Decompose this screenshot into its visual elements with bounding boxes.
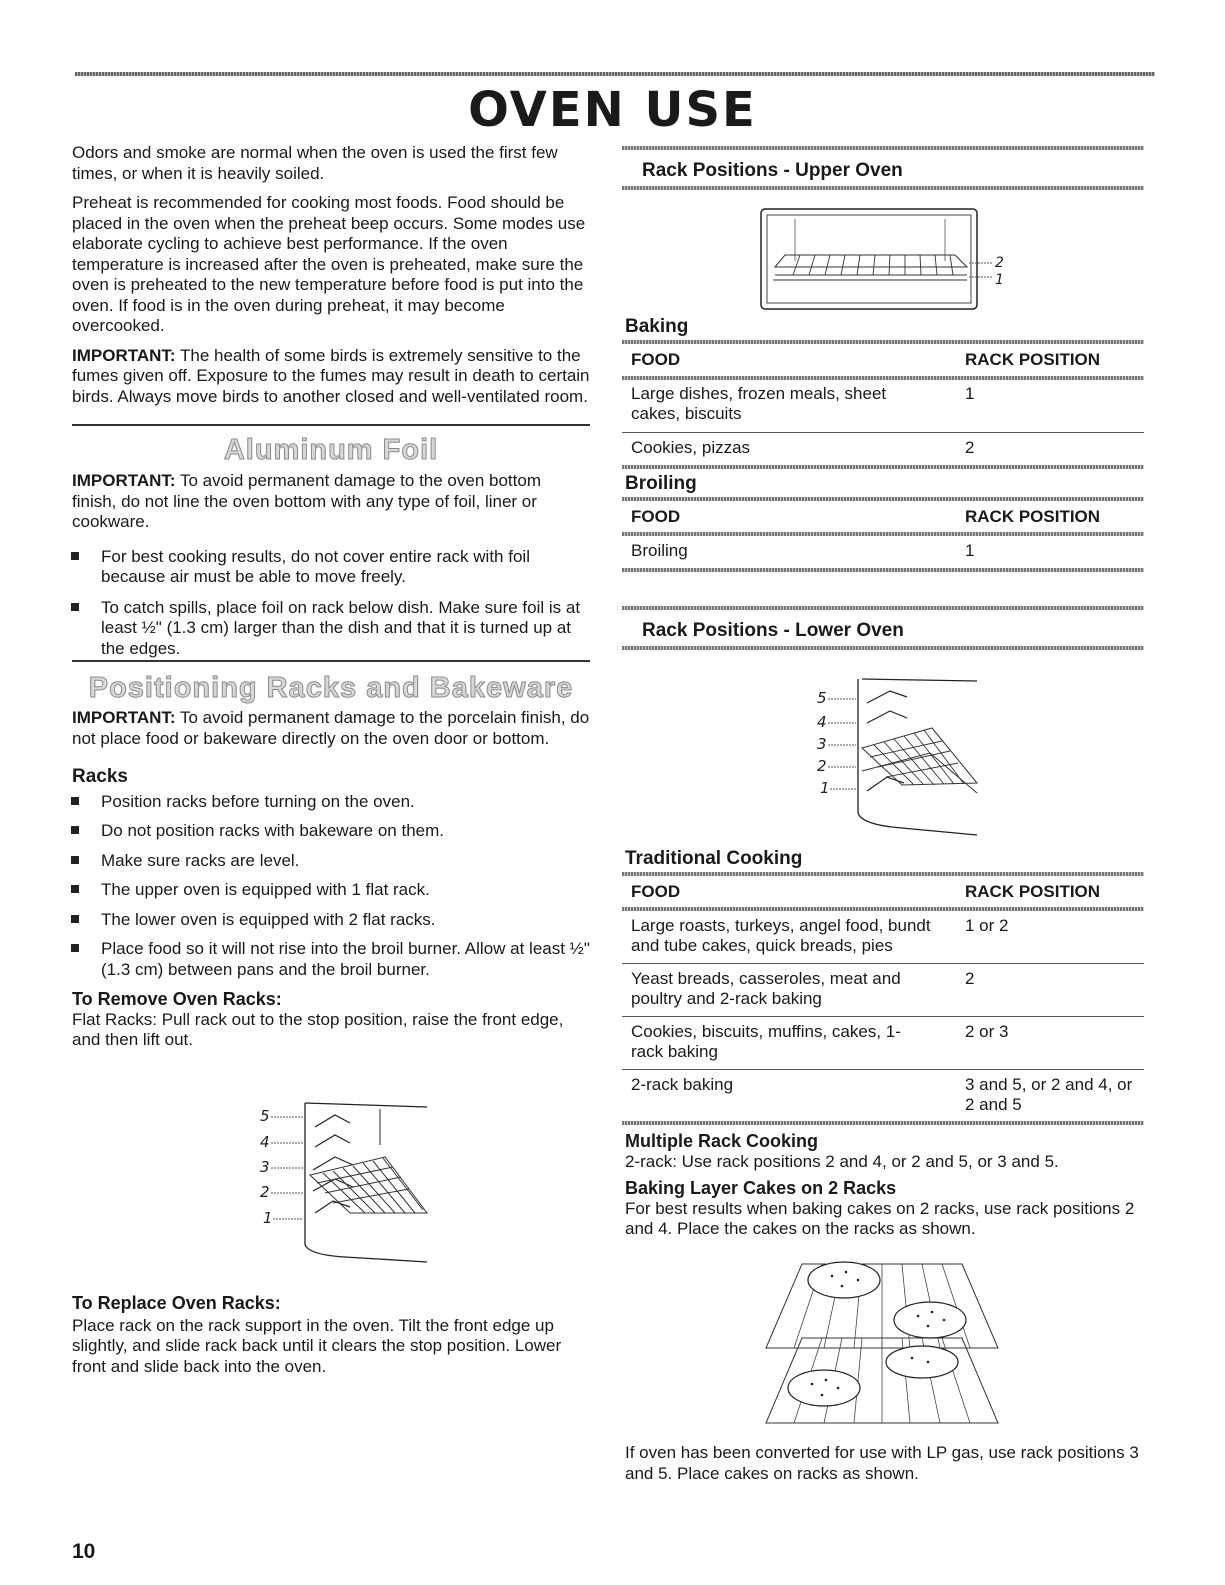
- bullet-icon: [71, 603, 79, 611]
- foil-important: [72, 471, 590, 533]
- layer-cakes-diagram: [762, 1258, 1002, 1428]
- list-item: [72, 598, 590, 660]
- list-item: [72, 910, 590, 931]
- section-title-positioning-racks: Positioning Racks and Bakeware: [88, 672, 574, 704]
- list-item-text: To catch spills, place foil on rack below dish. Make sure foil is at least ½" (1.3 cm) larger than the dish and that it is turned up at the edges.: [101, 597, 581, 658]
- bullet-icon: [71, 797, 79, 805]
- column-header-rack-position: RACK POSITION: [965, 882, 1101, 901]
- table-cell-food: Broiling: [631, 541, 688, 560]
- layer-cakes-text: For best results when baking cakes on 2 racks, use rack positions 2 and 4. Place the cakes on the racks as shown.: [625, 1198, 1135, 1238]
- divider: [622, 907, 1144, 911]
- bullet-icon: [71, 885, 79, 893]
- divider: [622, 1121, 1144, 1125]
- section-rule: [72, 660, 590, 662]
- table-cell-position: 1: [965, 384, 975, 403]
- foil-bullet-list: [72, 547, 590, 660]
- list-item-text: The upper oven is equipped with 1 flat rack.: [101, 880, 430, 899]
- divider: [622, 186, 1144, 190]
- traditional-cooking-heading: Traditional Cooking: [625, 848, 803, 869]
- table-cell-position: 2: [965, 969, 975, 988]
- page-number: 10: [72, 1540, 96, 1563]
- rack-position-label-3: 3: [260, 1158, 270, 1176]
- column-header-rack-position: RACK POSITION: [965, 507, 1101, 526]
- divider: [622, 146, 1144, 150]
- bullet-icon: [71, 826, 79, 834]
- table-cell-position: 2 or 3: [965, 1022, 1009, 1041]
- list-item-text: Position racks before turning on the oven.: [101, 791, 415, 811]
- table-cell-food: Large dishes, frozen meals, sheet cakes, biscuits: [631, 384, 887, 423]
- table-cell-food: 2-rack baking: [631, 1075, 734, 1094]
- section-rule: [72, 424, 590, 426]
- remove-racks-text: Flat Racks: Pull rack out to the stop position, raise the front edge, and then lift out.: [72, 1009, 564, 1049]
- racks-bullet-list: [72, 792, 590, 981]
- important-label: IMPORTANT:: [72, 471, 176, 490]
- list-item: [72, 547, 590, 588]
- table-cell-position: 1: [965, 541, 975, 560]
- multiple-rack-text: 2-rack: Use rack positions 2 and 4, or 2 and 5, or 3 and 5.: [625, 1151, 1059, 1171]
- table-cell-position: 2: [965, 438, 975, 457]
- lower-rack-label-4: 4: [817, 713, 827, 731]
- row-rule: [622, 1016, 1144, 1017]
- important-label: IMPORTANT:: [72, 708, 176, 727]
- divider: [622, 376, 1144, 380]
- intro-section: [72, 143, 590, 407]
- list-item-text: Do not position racks with bakeware on them.: [101, 821, 445, 840]
- positioning-important: [72, 708, 590, 749]
- rack-position-label-4: 4: [260, 1133, 270, 1151]
- intro-important: [72, 346, 590, 408]
- list-item: [72, 821, 590, 842]
- column-header-food: FOOD: [631, 882, 681, 901]
- row-rule: [622, 963, 1144, 964]
- bullet-icon: [71, 552, 79, 560]
- column-header-rack-position: RACK POSITION: [965, 350, 1101, 369]
- table-cell-food: Cookies, pizzas: [631, 438, 751, 457]
- divider: [622, 568, 1144, 572]
- bullet-icon: [71, 915, 79, 923]
- list-item: [72, 939, 590, 980]
- lower-oven-heading: Rack Positions - Lower Oven: [642, 620, 904, 641]
- important-text: To avoid permanent damage to the oven bottom finish, do not line the oven bottom with any type of foil, liner or cookware.: [72, 471, 541, 531]
- rack-removal-diagram: [255, 1095, 435, 1265]
- replace-racks-text: Place rack on the rack support in the oven. Tilt the front edge up slightly, and slide rack back until it clears the stop position. Lower front and slide back into the oven.: [72, 1315, 562, 1376]
- list-item-text: Place food so it will not rise into the broil burner. Allow at least ½" (1.3 cm) between pans and the broil burner.: [101, 939, 590, 979]
- bullet-icon: [71, 856, 79, 864]
- bullet-icon: [71, 944, 79, 952]
- upper-oven-diagram: [755, 205, 1015, 315]
- lp-gas-note: If oven has been converted for use with LP gas, use rack positions 3 and 5. Place cakes on racks as shown.: [625, 1443, 1139, 1483]
- list-item: [72, 792, 590, 813]
- row-rule: [622, 1069, 1144, 1070]
- lower-rack-label-1: 1: [820, 779, 830, 797]
- lower-rack-label-5: 5: [817, 689, 827, 707]
- replace-racks-section: [72, 1293, 590, 1377]
- remove-racks-heading: To Remove Oven Racks:: [72, 989, 282, 1009]
- lower-rack-label-2: 2: [817, 757, 827, 775]
- list-item: [72, 880, 590, 901]
- rack-position-label-1: 1: [263, 1209, 273, 1227]
- table-cell-food: Large roasts, turkeys, angel food, bundt and tube cakes, quick breads, pies: [631, 916, 931, 955]
- foil-section: [72, 471, 590, 668]
- page-title: OVEN USE: [468, 82, 757, 138]
- intro-paragraph-2: Preheat is recommended for cooking most foods. Food should be placed in the oven when the preheat beep occurs. Some modes use elaborate cycling to achieve best performance. If the oven temperature is increased after the oven is preheated, make sure the oven is preheated to the new temperature before food is put into the oven. If food is in the oven during preheat, it may become overcooked.: [72, 193, 586, 335]
- oven-rack-illustration: [255, 1095, 435, 1265]
- lower-rack-label-3: 3: [817, 735, 827, 753]
- positioning-section: [72, 708, 590, 1051]
- table-cell-position: 3 and 5, or 2 and 4, or 2 and 5: [965, 1075, 1133, 1114]
- column-header-food: FOOD: [631, 350, 681, 369]
- rack-position-label-5: 5: [260, 1107, 270, 1125]
- table-cell-food: Yeast breads, casseroles, meat and poultry and 2-rack baking: [631, 969, 901, 1008]
- racks-heading: Racks: [72, 766, 128, 787]
- important-text: The health of some birds is extremely sensitive to the fumes given off. Exposure to the fumes may result in death to certain birds. Always move birds to another closed and well-ventilated room.: [72, 345, 590, 406]
- multiple-rack-heading: Multiple Rack Cooking: [625, 1131, 819, 1151]
- row-rule: [622, 432, 1144, 433]
- cakes-on-racks-illustration: [762, 1258, 1002, 1428]
- divider: [622, 340, 1144, 344]
- list-item-text: The lower oven is equipped with 2 flat racks.: [101, 909, 436, 929]
- table-cell-position: 1 or 2: [965, 916, 1009, 935]
- layer-cakes-heading: Baking Layer Cakes on 2 Racks: [625, 1178, 897, 1198]
- intro-paragraph-1: Odors and smoke are normal when the oven is used the first few times, or when it is heavily soiled.: [72, 143, 558, 183]
- upper-oven-heading: Rack Positions - Upper Oven: [642, 160, 903, 181]
- table-cell-food: Cookies, biscuits, muffins, cakes, 1-rack baking: [631, 1022, 901, 1061]
- section-title-aluminum-foil: Aluminum Foil: [223, 434, 439, 466]
- multiple-rack-section: [625, 1131, 1145, 1240]
- list-item: [72, 851, 590, 872]
- important-text: To avoid permanent damage to the porcelain finish, do not place food or bakeware directly on the oven door or bottom.: [72, 708, 590, 748]
- upper-rack-label-1: 1: [995, 272, 1004, 288]
- lower-oven-diagram: [812, 673, 992, 843]
- divider: [622, 532, 1144, 536]
- replace-racks-heading: To Replace Oven Racks:: [72, 1293, 281, 1313]
- divider: [622, 872, 1144, 876]
- top-divider: [75, 72, 1155, 76]
- divider: [622, 646, 1144, 650]
- list-item-text: Make sure racks are level.: [101, 850, 300, 870]
- broiling-heading: Broiling: [625, 473, 697, 494]
- divider: [622, 465, 1144, 469]
- important-label: IMPORTANT:: [72, 345, 176, 365]
- list-item-text: For best cooking results, do not cover entire rack with foil because air must be able to move freely.: [101, 546, 530, 586]
- divider: [622, 497, 1144, 501]
- lower-oven-rack-illustration: [812, 673, 992, 843]
- upper-rack-label-2: 2: [995, 255, 1004, 271]
- rack-position-label-2: 2: [260, 1183, 270, 1201]
- column-header-food: FOOD: [631, 507, 681, 526]
- upper-oven-rack-illustration: [755, 205, 1015, 315]
- baking-heading: Baking: [625, 316, 689, 337]
- divider: [622, 606, 1144, 610]
